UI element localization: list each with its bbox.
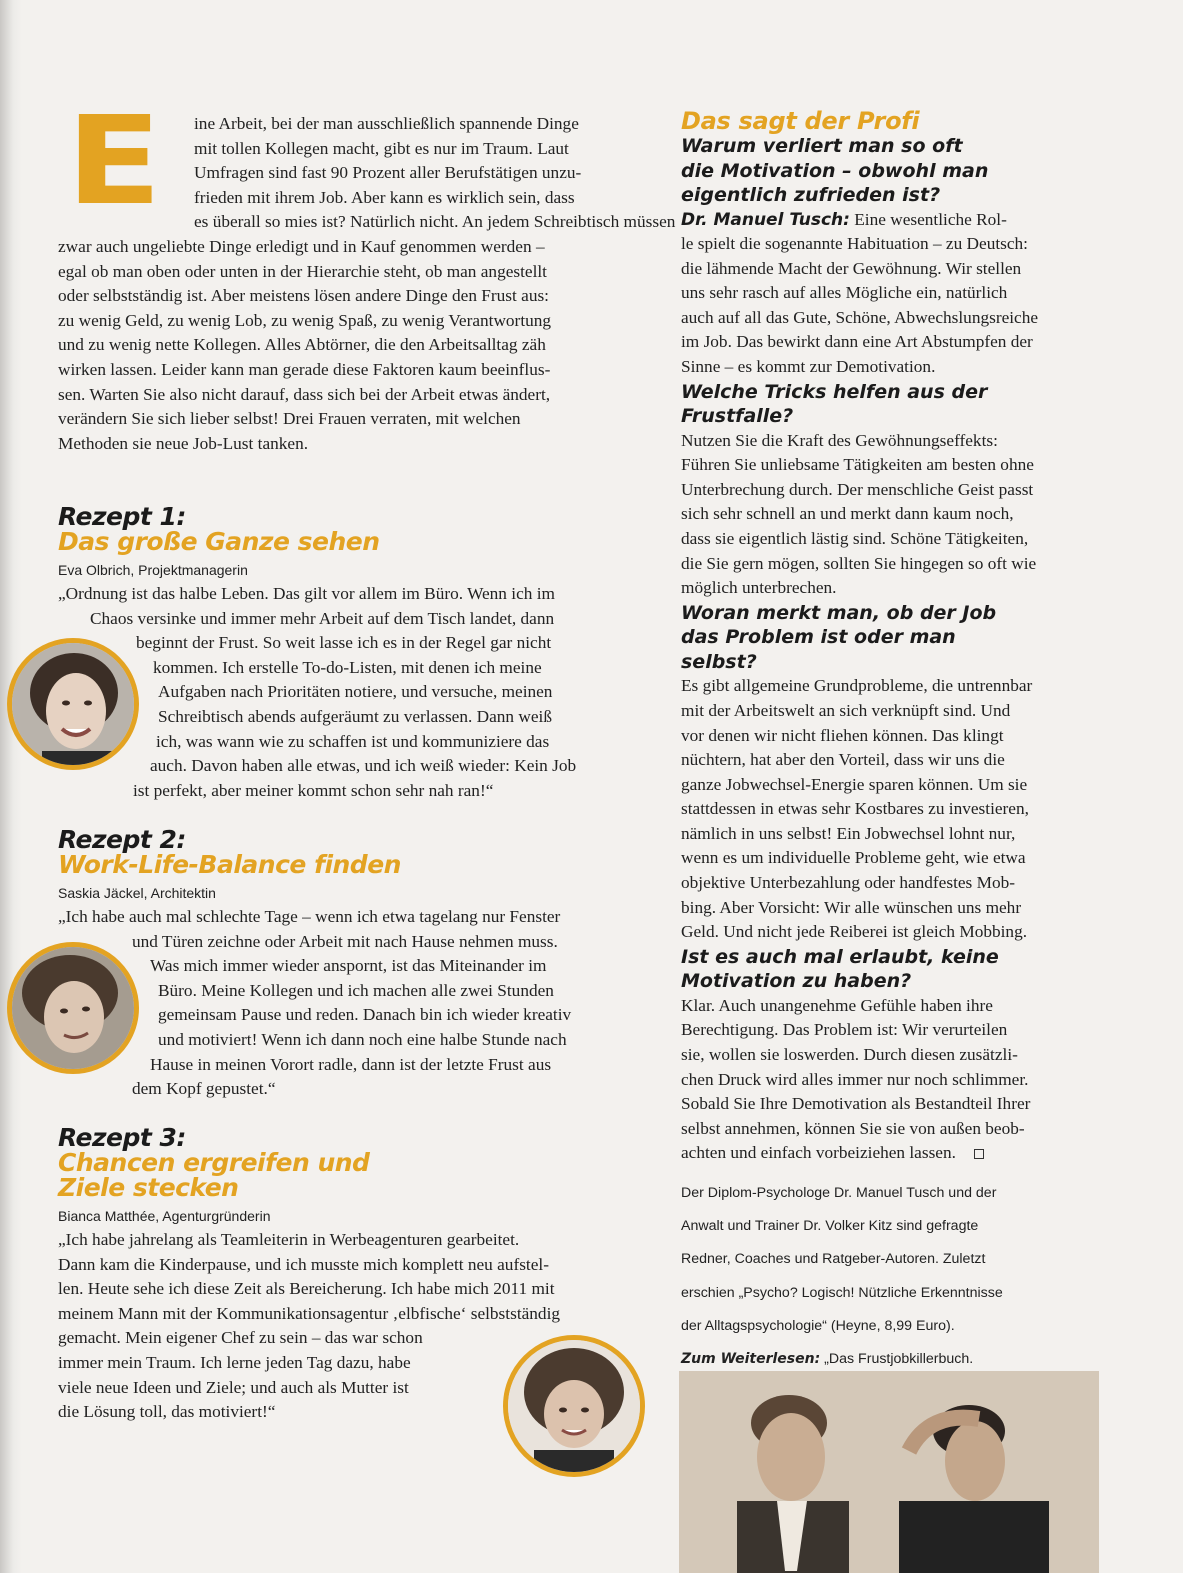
answer-1-line-5: im Job. Das bewirkt dann eine Art Abstumpfen der bbox=[681, 332, 1033, 352]
rezept-2-line-3: Was mich immer wieder anspornt, ist das Miteinander im bbox=[150, 956, 547, 976]
intro-line-4: frieden mit ihrem Job. Aber kann es wirklich sein, dass bbox=[194, 187, 575, 207]
answer-3-line-1: Es gibt allgemeine Grundprobleme, die untrennbar bbox=[681, 676, 1033, 696]
answer-2-line-1: Nutzen Sie die Kraft des Gewöhnungseffekts: bbox=[681, 430, 998, 450]
question-1-line-2: die Motivation – obwohl man bbox=[681, 159, 989, 182]
answer-4-line-5: Sobald Sie Ihre Demotivation als Bestandteil Ihrer bbox=[681, 1094, 1031, 1114]
rezept-1-line-4: kommen. Ich erstelle To-do-Listen, mit denen ich meine bbox=[153, 657, 542, 677]
rezept-1-line-2: Chaos versinke und immer mehr Arbeit auf dem Tisch landet, dann bbox=[90, 608, 555, 628]
rezept-1-line-9: ist perfekt, aber meiner kommt schon sehr nah ran!“ bbox=[133, 780, 494, 800]
answer-4-line-3: sie, wollen sie loswerden. Durch diesen zusätzli- bbox=[681, 1045, 1018, 1065]
intro-line-3: Umfragen sind fast 90 Prozent aller Berufstätigen unzu- bbox=[194, 163, 582, 183]
author-info-line-3: Redner, Coaches und Ratgeber-Autoren. Zuletzt bbox=[681, 1251, 986, 1268]
question-4-line-1: Ist es auch mal erlaubt, keine bbox=[681, 945, 999, 968]
question-3 bbox=[681, 601, 1106, 675]
rezept-3-line-2: Dann kam die Kinderpause, und ich musste mich komplett neu aufstel- bbox=[58, 1254, 549, 1274]
authors-photo bbox=[679, 1371, 1099, 1573]
intro-line-13: verändern Sie sich lieber selbst! Drei Frauen verraten, mit welchen bbox=[58, 409, 521, 429]
answer-3-line-2: mit der Arbeitswelt an sich verknüpft sind. Und bbox=[681, 700, 1011, 720]
rezept-2 bbox=[58, 827, 650, 1102]
rezept-1-line-7: ich, was wann wie zu schaffen ist und kommuniziere das bbox=[156, 731, 550, 751]
intro-paragraph bbox=[58, 90, 676, 456]
answer-2-line-2: Führen Sie unliebsame Tätigkeiten am besten ohne bbox=[681, 455, 1034, 475]
profi-heading: Das sagt der Profi bbox=[681, 107, 920, 135]
author-info-line-4: erschien „Psycho? Logisch! Nützliche Erkenntnisse bbox=[681, 1284, 1003, 1301]
rezept-2-line-5: gemeinsam Pause und reden. Danach bin ich wieder kreativ bbox=[158, 1005, 572, 1025]
rezept-1-title: Das große Ganze sehen bbox=[58, 527, 380, 556]
answer-2-line-3: Unterbrechung durch. Der menschliche Geist passt bbox=[681, 479, 1034, 499]
answer-4-line-7: achten und einfach vorbeiziehen lassen. bbox=[681, 1141, 1106, 1166]
answer-1-first-text: Eine wesentliche Rol- bbox=[854, 209, 1007, 229]
answer-1-first-line bbox=[681, 208, 1106, 233]
rezept-1-line-8: auch. Davon haben alle etwas, und ich weiß wieder: Kein Job bbox=[150, 756, 577, 776]
rezept-1-line-1: „Ordnung ist das halbe Leben. Das gilt vor allem im Büro. Wenn ich im bbox=[58, 584, 555, 603]
intro-line-12: sen. Warten Sie also nicht darauf, dass sich bei der Arbeit etwas ändert, bbox=[58, 384, 551, 404]
intro-line-2: mit tollen Kollegen macht, gibt es nur im Traum. Laut bbox=[194, 138, 569, 158]
rezept-3-line-1: „Ich habe jahrelang als Teamleiterin in Werbeagenturen gearbeitet. bbox=[58, 1230, 520, 1249]
answer-4-line-6: selbst annehmen, können Sie sie von außen beob- bbox=[681, 1118, 1025, 1138]
authors-photo-image bbox=[679, 1371, 1099, 1573]
right-column bbox=[681, 108, 1106, 1450]
answer-1-lines bbox=[681, 232, 1106, 380]
question-1-line-3: eigentlich zufrieden ist? bbox=[681, 184, 941, 206]
answer-3-line-6: stattdessen in etwas sehr Kostbares zu investieren, bbox=[681, 799, 1029, 819]
intro-line-14: Methoden sie neue Job-Lust tanken. bbox=[58, 433, 309, 453]
intro-line-5: es überall so mies ist? Natürlich nicht. An jedem Schreibtisch müssen bbox=[194, 212, 676, 232]
answer-2-line-7: möglich unterbrechen. bbox=[681, 578, 837, 598]
portrait-eva-olbrich bbox=[7, 638, 139, 770]
answer-1-line-2: die lähmende Macht der Gewöhnung. Wir stellen bbox=[681, 258, 1022, 278]
rezept-2-byline: Saskia Jäckel, Architektin bbox=[58, 885, 216, 901]
left-column bbox=[58, 90, 676, 1422]
rezept-3-line-7: viele neue Ideen und Ziele; und auch als Mutter ist bbox=[58, 1377, 409, 1397]
answer-3-line-3: vor denen wir nicht fliehen können. Das klingt bbox=[681, 725, 1004, 745]
question-4-line-2: Motivation zu haben? bbox=[681, 970, 912, 993]
answer-3-line-8: wenn es um individuelle Probleme geht, wie etwa bbox=[681, 848, 1026, 868]
intro-line-1: ine Arbeit, bei der man ausschließlich spannende Dinge bbox=[194, 114, 579, 133]
portrait-bianca-matthee bbox=[503, 1335, 645, 1477]
answer-1 bbox=[681, 208, 1106, 380]
answer-3-line-11: Geld. Und nicht jede Reiberei ist gleich Mobbing. bbox=[681, 922, 1028, 942]
intro-line-8: oder selbstständig ist. Aber meistens lösen andere Dinge den Frust aus: bbox=[58, 286, 549, 306]
answer-2-line-4: sich sehr schnell an und merkt dann kaum noch, bbox=[681, 504, 1014, 524]
question-3-line-2: das Problem ist oder man bbox=[681, 626, 956, 649]
intro-line-11: wirken lassen. Leider kann man gerade diese Faktoren kaum beeinflus- bbox=[58, 359, 551, 379]
portrait-bianca-image bbox=[508, 1340, 640, 1472]
weiterlesen-first: „Das Frustjobkillerbuch. bbox=[824, 1350, 974, 1367]
rezept-1-label: Rezept 1: bbox=[58, 502, 186, 531]
drop-cap bbox=[66, 90, 184, 232]
question-2 bbox=[681, 380, 1106, 429]
answer-3-line-4: nüchtern, hat aber den Vorteil, dass wir uns die bbox=[681, 750, 1005, 770]
answer-3-line-10: bing. Aber Vorsicht: Wir alle wünschen uns mehr bbox=[681, 897, 1022, 917]
answer-1-line-1: le spielt die sogenannte Habituation – zu Deutsch: bbox=[681, 234, 1028, 254]
answer-3-line-7: nämlich in uns selbst! Ein Jobwechsel lohnt nur, bbox=[681, 823, 1016, 843]
question-4 bbox=[681, 945, 1106, 994]
author-info-line-2: Anwalt und Trainer Dr. Volker Kitz sind gefragte bbox=[681, 1218, 979, 1235]
rezept-2-quote bbox=[58, 905, 650, 1102]
rezept-2-line-8: dem Kopf gepustet.“ bbox=[132, 1079, 276, 1099]
answer-3-line-5: ganze Jobwechsel-Energie sparen können. Um sie bbox=[681, 774, 1028, 794]
answer-2 bbox=[681, 429, 1106, 601]
drop-cap-letter: E bbox=[66, 90, 162, 232]
rezept-2-title: Work-Life-Balance finden bbox=[58, 850, 401, 879]
portrait-eva-image bbox=[12, 643, 134, 765]
rezept-3-line-4: meinem Mann mit der Kommunikationsagentur ‚elbfische‘ selbstständig bbox=[58, 1303, 561, 1323]
question-1-line-1: Warum verliert man so oft bbox=[681, 135, 963, 157]
rezept-1-quote bbox=[58, 582, 650, 803]
rezept-1-byline: Eva Olbrich, Projektmanagerin bbox=[58, 562, 248, 578]
speaker-name: Dr. Manuel Tusch: bbox=[681, 209, 850, 230]
intro-line-10: und zu wenig nette Kollegen. Alles Abtörner, die den Arbeitsalltag zäh bbox=[58, 335, 546, 355]
end-mark-icon bbox=[974, 1149, 984, 1159]
rezept-2-line-7: Hause in meinen Vorort radle, dann ist der letzte Frust aus bbox=[150, 1054, 552, 1074]
rezept-3-line-5: gemacht. Mein eigener Chef zu sein – das war schon bbox=[58, 1328, 423, 1348]
rezept-1 bbox=[58, 504, 650, 803]
portrait-saskia-image bbox=[12, 947, 134, 1069]
author-info-line-5: der Alltagspsychologie“ (Heyne, 8,99 Euro). bbox=[681, 1317, 955, 1334]
rezept-3-byline: Bianca Matthée, Agenturgründerin bbox=[58, 1208, 271, 1224]
rezept-3-label: Rezept 3: bbox=[58, 1123, 186, 1152]
answer-3-line-9: objektive Unterbezahlung oder handfestes Mob- bbox=[681, 873, 1015, 893]
answer-4-line-1: Klar. Auch unangenehme Gefühle haben ihre bbox=[681, 995, 993, 1015]
intro-line-6: zwar auch ungeliebte Dinge erledigt und in Kauf genommen werden – bbox=[58, 236, 545, 256]
intro-line-7: egal ob man oben oder unten in der Hierarchie steht, ob man angestellt bbox=[58, 261, 547, 281]
question-1 bbox=[681, 134, 1106, 208]
answer-3 bbox=[681, 674, 1106, 945]
question-2-line-2: Frustfalle? bbox=[681, 405, 794, 428]
answer-2-line-6: die Sie gern mögen, sollten Sie hingegen so oft wie bbox=[681, 553, 1037, 573]
rezept-3-line-8: die Lösung toll, das motiviert!“ bbox=[58, 1402, 276, 1422]
rezept-1-line-6: Schreibtisch abends aufgeräumt zu verlassen. Dann weiß bbox=[158, 706, 552, 726]
rezept-3-title-line-1: Chancen ergreifen und bbox=[58, 1148, 370, 1177]
rezept-2-line-4: Büro. Meine Kollegen und ich machen alle zwei Stunden bbox=[158, 980, 554, 1000]
weiterlesen-label: Zum Weiterlesen: bbox=[681, 1350, 821, 1367]
answer-2-line-5: dass sie eigentlich lästig sind. Schöne Tätigkeiten, bbox=[681, 529, 1029, 549]
page-spine-shadow bbox=[0, 0, 22, 1573]
rezept-1-line-5: Aufgaben nach Prioritäten notiere, und versuche, meinen bbox=[158, 682, 553, 702]
rezept-3-line-6: immer mein Traum. Ich lerne jeden Tag dazu, habe bbox=[58, 1352, 411, 1372]
question-3-line-3: selbst? bbox=[681, 650, 757, 673]
intro-line-9: zu wenig Geld, zu wenig Lob, zu wenig Spaß, zu wenig Verantwortung bbox=[58, 310, 552, 330]
rezept-3-line-3: len. Heute sehe ich diese Zeit als Bereicherung. Ich habe mich 2011 mit bbox=[58, 1279, 555, 1299]
author-info-line-1: Der Diplom-Psychologe Dr. Manuel Tusch und der bbox=[681, 1185, 997, 1201]
author-info-lines bbox=[681, 1184, 1106, 1336]
answer-4 bbox=[681, 994, 1106, 1166]
rezept-1-line-3: beginnt der Frust. So weit lasse ich es in der Regel gar nicht bbox=[136, 633, 552, 653]
question-2-line-1: Welche Tricks helfen aus der bbox=[681, 380, 988, 403]
question-3-line-1: Woran merkt man, ob der Job bbox=[681, 601, 997, 624]
rezept-3-title-line-2: Ziele stecken bbox=[58, 1173, 239, 1202]
rezept-2-label: Rezept 2: bbox=[58, 825, 186, 854]
answer-1-line-4: auch auf all das Gute, Schöne, Abwechslungsreiche bbox=[681, 307, 1039, 327]
weiterlesen-line bbox=[681, 1350, 1106, 1369]
answer-4-line-4: chen Druck wird alles immer nur noch schlimmer. bbox=[681, 1069, 1029, 1089]
answer-1-line-6: Sinne – es kommt zur Demotivation. bbox=[681, 357, 936, 377]
portrait-saskia-jaeckel bbox=[7, 942, 139, 1074]
rezept-2-line-6: und motiviert! Wenn ich dann noch eine halbe Stunde nach bbox=[158, 1029, 567, 1049]
answer-1-line-3: uns sehr rasch auf alles Mögliche ein, natürlich bbox=[681, 283, 1008, 303]
answer-4-line-2: Berechtigung. Das Problem ist: Wir verurteilen bbox=[681, 1020, 1008, 1040]
rezept-2-line-2: und Türen zeichne oder Arbeit mit nach Hause nehmen muss. bbox=[132, 931, 558, 951]
rezept-2-line-1: „Ich habe auch mal schlechte Tage – wenn ich etwa tagelang nur Fenster bbox=[58, 907, 561, 926]
